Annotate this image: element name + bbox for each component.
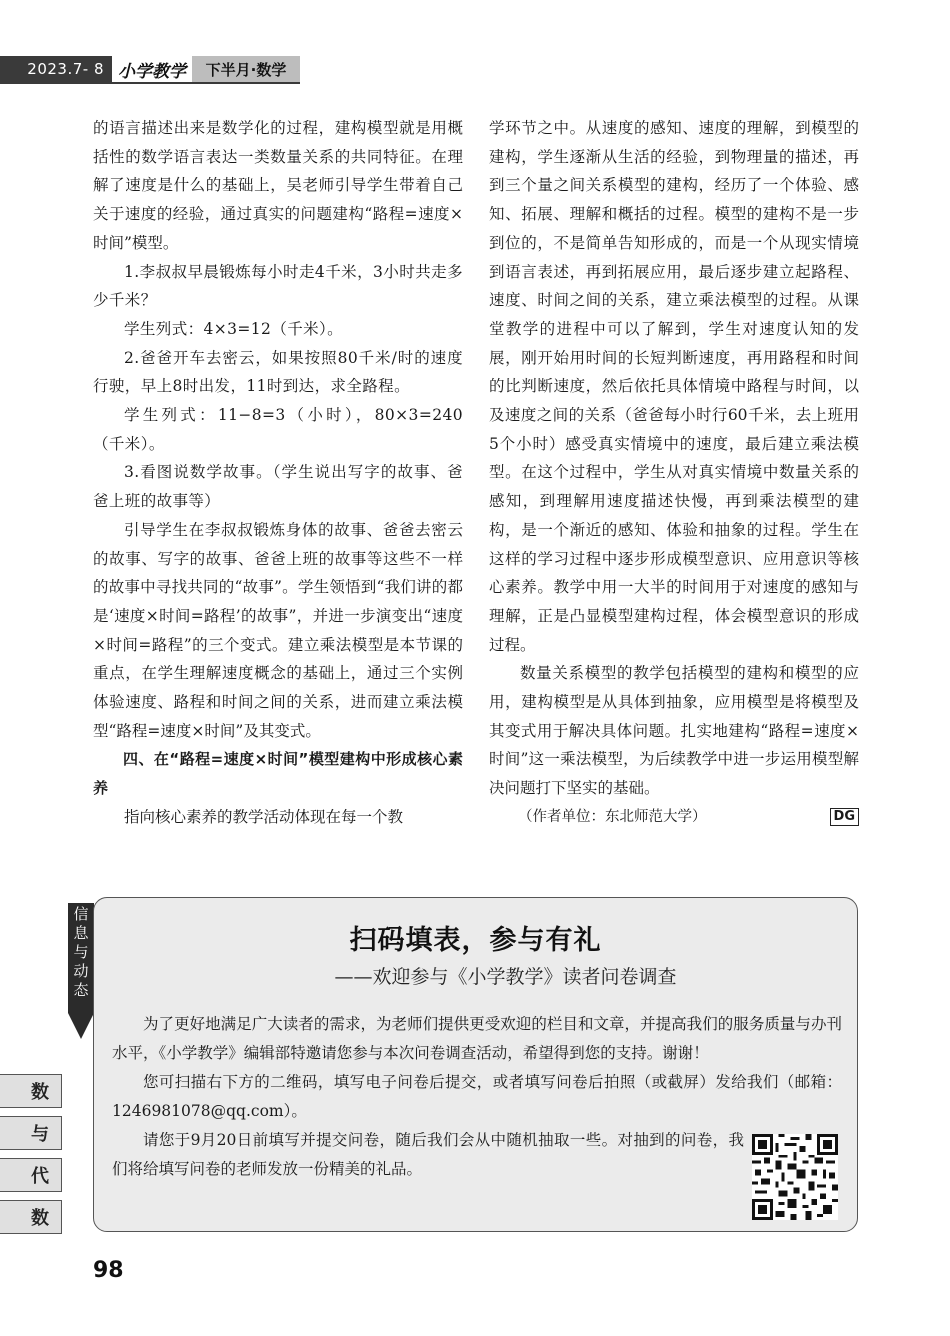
running-header	[0, 56, 300, 82]
left-column	[93, 114, 463, 832]
notice-body	[112, 1010, 842, 1184]
paragraph: 的语言描述出来是数学化的过程，建构模型就是用概括性的数学语言表达一类数量关系的共同特征。在理解了速度是什么的基础上，吴老师引导学生带着自己关于速度的经验，通过真实的问题建构“路程=速度×时间”模型。	[93, 119, 463, 252]
question-3: 3.看图说数学故事。（学生说出写字的故事、爸爸上班的故事等）	[93, 463, 463, 511]
header-rule	[0, 82, 300, 84]
end-mark: DG	[830, 808, 859, 826]
margin-tab: 数	[0, 1074, 62, 1108]
notice-subtitle: ——欢迎参与《小学教学》读者问卷调查	[334, 966, 677, 988]
side-tab-label: 信息与动态	[73, 905, 89, 999]
author-affiliation: （作者单位：东北师范大学）	[518, 808, 707, 825]
margin-tab: 数	[0, 1200, 62, 1234]
magazine-logo: 小学教学	[112, 56, 192, 82]
section-heading: 四、在“路程=速度×时间”模型建构中形成核心素养	[93, 750, 463, 798]
answer-2: 学生列式：11−8=3（小时），80×3=240（千米）。	[93, 406, 463, 453]
side-tab-tip	[68, 1013, 94, 1039]
issue-date: 2023.7- 8	[0, 56, 112, 82]
notice-paragraph: 请您于9月20日前填写并提交问卷，随后我们会从中随机抽取一些。对抽到的问卷，我们将给填写问卷的老师发放一份精美的礼品。	[112, 1131, 744, 1178]
notice-paragraph: 您可扫描右下方的二维码，填写电子问卷后提交，或者填写问卷后拍照（或截屏）发给我们（邮箱：1246981078@qq.com）。	[112, 1073, 842, 1120]
question-1: 1.李叔叔早晨锻炼每小时走4千米，3小时共走多少千米？	[93, 262, 463, 310]
margin-tab: 与	[0, 1116, 62, 1150]
paragraph: 数量关系模型的教学包括模型的建构和模型的应用，建构模型是从具体到抽象，应用模型是将模型及其变式用于解决具体问题。扎实地建构“路程=速度×时间”这一乘法模型，为后续教学中进一步运用模型解决问题打下坚实的基础。	[489, 664, 859, 798]
paragraph: 学环节之中。从速度的感知、速度的理解，到模型的建构，学生逐渐从生活的经验，到物理量的描述，再到三个量之间关系模型的建构，经历了一个体验、感知、拓展、理解和概括的过程。模型的建构不是一步到位的，不是简单告知形成的，而是一个从现实情境到语言表述，再到拓展应用，最后逐步建立起路程、速度、时间之间的关系，建立乘法模型的过程。从课堂教学的进程中可以了解到，学生对速度认知的发展，刚开始用时间的长短判断速度，再用路程和时间的比判断速度，然后依托具体情境中路程与时间，以及速度之间的关系（爸爸每小时行60千米，去上班用5个小时）感受真实情境中的速度，最后建立乘法模型。在这个过程中，学生从对真实情境中数量关系的感知，到理解用速度描述快慢，再到乘法模型的建构，是一个渐近的感知、体验和抽象的过程。学生在这样的学习过程中逐步形成模型意识、应用意识等核心素养。教学中用一大半的时间用于对速度的感知与理解，正是凸显模型建构过程，体会模型意识的形成过程。	[489, 119, 859, 654]
notice-paragraph: 为了更好地满足广大读者的需求，为老师们提供更受欢迎的栏目和文章，并提高我们的服务质量与办刊水平，《小学教学》编辑部特邀请您参与本次问卷调查活动，希望得到您的支持。谢谢！	[112, 1015, 842, 1062]
right-column	[489, 114, 859, 832]
answer-1: 学生列式：4×3=12（千米）。	[124, 319, 344, 338]
author-line	[489, 803, 859, 832]
page-number: 98	[93, 1258, 124, 1283]
notice-title: 扫码填表，参与有礼	[349, 925, 602, 956]
margin-tab: 代	[0, 1158, 62, 1192]
survey-notice-box	[93, 897, 858, 1232]
paragraph: 引导学生在李叔叔锻炼身体的故事、爸爸去密云的故事、写字的故事、爸爸上班的故事等这些不一样的故事中寻找共同的“故事”。学生领悟到“我们讲的都是‘速度×时间=路程’的故事”，并进一步演变出“速度×时间=路程”的三个变式。建立乘法模型是本节课的重点，在学生理解速度概念的基础上，通过三个实例体验速度、路程和时间之间的关系，进而建立乘法模型“路程=速度×时间”及其变式。	[93, 520, 463, 740]
section-margin-tabs	[0, 1074, 62, 1242]
question-2: 2.爸爸开车去密云，如果按照80千米/时的速度行驶，早上8时出发，11时到达，求全路程。	[93, 348, 463, 396]
section-label: 下半月·数学	[192, 56, 300, 82]
paragraph: 指向核心素养的教学活动体现在每一个教	[124, 807, 404, 826]
qr-code-icon[interactable]	[752, 1134, 838, 1220]
